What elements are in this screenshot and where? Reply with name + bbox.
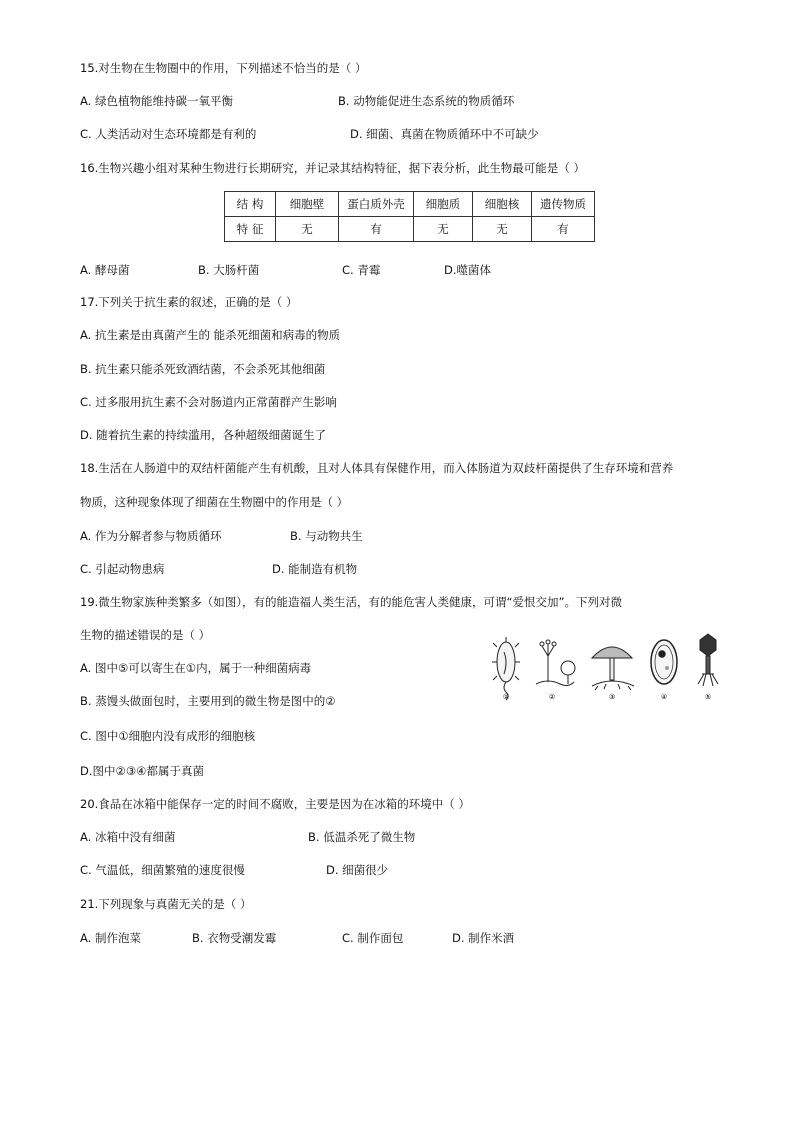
q15-option-d: D. 细菌、真菌在物质循环中不可缺少: [350, 127, 539, 141]
q20-option-d: D. 细菌很少: [326, 863, 389, 877]
q19-option-c: C. 图中①细胞内没有成形的细胞核: [80, 729, 256, 743]
q18-stem-line1: 18.生活在人肠道中的双结杆菌能产生有机酸，且对人体具有保健作用，而入体肠道为双歧杆菌提供了生存环境和营养: [80, 461, 674, 475]
q16-option-d: D.噬菌体: [444, 263, 492, 277]
table-cell: 有: [339, 217, 414, 242]
figure-label-4: ④: [660, 693, 668, 701]
table-cell: 遗传物质: [532, 192, 595, 217]
q18-option-d: D. 能制造有机物: [272, 562, 358, 576]
structure-table: [224, 191, 595, 242]
q16-option-b: B. 大肠杆菌: [198, 263, 260, 277]
q19-stem-line2: 生物的描述错误的是（ ）: [80, 628, 211, 642]
q18-option-c: C. 引起动物患病: [80, 562, 165, 576]
table-cell: 特 征: [225, 217, 276, 242]
table-cell: 无: [473, 217, 532, 242]
table-cell: 结 构: [225, 192, 276, 217]
q17-option-c: C. 过多服用抗生素不会对肠道内正常菌群产生影响: [80, 395, 337, 409]
figure-label-2: ②: [548, 693, 556, 701]
q16-option-a: A. 酵母菌: [80, 263, 130, 277]
mushroom-illustration: [592, 647, 634, 690]
table-cell: 无: [276, 217, 339, 242]
q15-option-a: A. 绿色植物能维持碳一氧平衡: [80, 94, 233, 108]
q17-stem: 17.下列关于抗生素的叙述，正确的是（ ）: [80, 295, 298, 309]
bacteriophage-illustration: [698, 634, 718, 686]
q21-option-d: D. 制作米酒: [452, 931, 515, 945]
q21-option-c: C. 制作面包: [342, 931, 404, 945]
table-cell: 有: [532, 217, 595, 242]
bacterium-illustration: [492, 637, 520, 700]
microorganisms-figure: [488, 632, 728, 702]
q19-option-a: A. 图中⑤可以寄生在①内，属于一种细菌病毒: [80, 661, 312, 675]
table-cell: 细胞质: [414, 192, 473, 217]
q21-stem: 21.下列现象与真菌无关的是（ ）: [80, 897, 252, 911]
q15-option-c: C. 人类活动对生态环境都是有利的: [80, 127, 257, 141]
q17-option-b: B. 抗生素只能杀死致酒结菌，不会杀死其他细菌: [80, 362, 326, 376]
q18-option-b: B. 与动物共生: [290, 529, 363, 543]
table-cell: 无: [414, 217, 473, 242]
yeast-illustration: [651, 640, 677, 684]
q16-stem: 16.生物兴趣小组对某种生物进行长期研究，并记录其结构特征，据下表分析，此生物最可能是（ ）: [80, 161, 585, 175]
q20-option-b: B. 低温杀死了微生物: [308, 830, 416, 844]
q21-option-b: B. 衣物受潮发霉: [192, 931, 277, 945]
q20-option-c: C. 气温低，细菌繁殖的速度很慢: [80, 863, 245, 877]
q19-option-d: D.图中②③④都属于真菌: [80, 764, 204, 778]
table-cell: 细胞壁: [276, 192, 339, 217]
q18-stem-line2: 物质，这种现象体现了细菌在生物圈中的作用是（ ）: [80, 495, 349, 509]
q15-option-b: B. 动物能促进生态系统的物质循环: [338, 94, 515, 108]
q17-option-a: A. 抗生素是由真菌产生的 能杀死细菌和病毒的物质: [80, 328, 341, 342]
q20-stem: 20.食品在冰箱中能保存一定的时间不腐败，主要是因为在冰箱的环境中（ ）: [80, 797, 470, 811]
table-row: [225, 217, 595, 242]
figure-label-3: ③: [608, 693, 616, 701]
q18-option-a: A. 作为分解者参与物质循环: [80, 529, 222, 543]
q17-option-d: D. 随着抗生素的持续滥用，各种超级细菌诞生了: [80, 428, 327, 442]
q15-stem: 15.对生物在生物圈中的作用，下列描述不恰当的是（ ）: [80, 61, 367, 75]
figure-label-5: ⑤: [704, 693, 712, 701]
q19-option-b: B. 蒸馒头做面包时，主要用到的微生物是图中的②: [80, 694, 336, 708]
figure-label-1: ①: [502, 693, 510, 701]
q20-option-a: A. 冰箱中没有细菌: [80, 830, 176, 844]
table-row: [225, 192, 595, 217]
q19-stem-line1: 19.微生物家族种类繁多（如图），有的能造福人类生活，有的能危害人类健康，可谓“爱恨交加”。下列对微: [80, 595, 622, 609]
mold-illustration: [536, 640, 575, 686]
q21-option-a: A. 制作泡菜: [80, 931, 141, 945]
q16-option-c: C. 青霉: [342, 263, 381, 277]
table-cell: 蛋白质外壳: [339, 192, 414, 217]
table-cell: 细胞核: [473, 192, 532, 217]
